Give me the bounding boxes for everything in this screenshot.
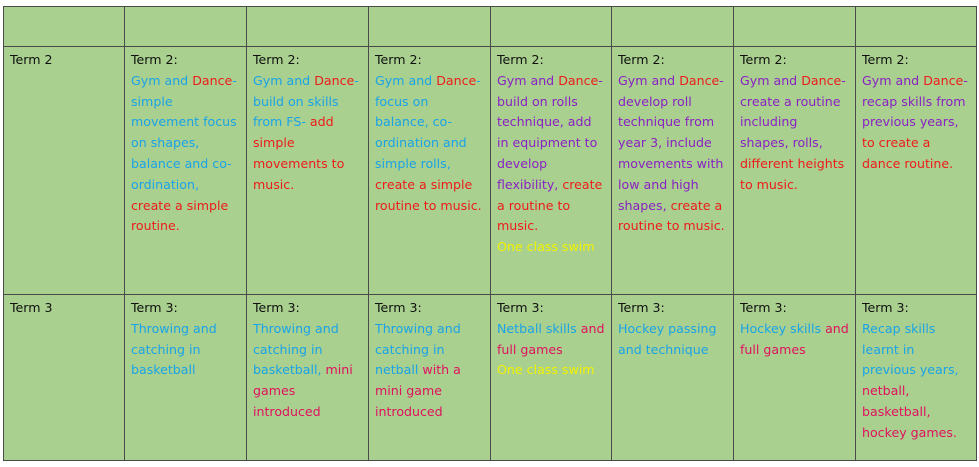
cell-text-segment: to create a dance routine.	[862, 135, 954, 171]
cell-text-segment: with a mini game introduced	[375, 362, 461, 419]
cell-title: Term 2:	[618, 52, 665, 67]
cell-text-segment: Gym and	[862, 72, 924, 88]
term-row	[4, 47, 977, 295]
cell-text-segment: -recap skills from previous years,	[862, 72, 968, 130]
cell-text-segment: create a routine to music.	[497, 176, 603, 234]
header-cell	[4, 7, 125, 47]
header-row	[4, 7, 977, 47]
term-label-cell: Term 2	[4, 47, 125, 295]
year-cell	[247, 295, 369, 461]
cell-text-segment: Throwing and catching in netball	[375, 320, 461, 378]
cell-text-segment: Netball skills	[497, 320, 581, 336]
cell-title: Term 2:	[497, 52, 544, 67]
cell-text-segment: create a routine to music.	[618, 197, 725, 234]
year-cell	[491, 295, 612, 461]
header-cell	[734, 7, 856, 47]
cell-text-segment: create a simple routine to music.	[375, 176, 482, 213]
cell-text-segment: Gym and	[497, 72, 559, 88]
year-cell	[612, 47, 734, 295]
cell-text-segment: Dance	[192, 72, 233, 88]
term-row	[4, 295, 977, 461]
cell-text-segment: One class swim	[497, 362, 595, 378]
cell-title: Term 2:	[740, 52, 787, 67]
year-cell	[612, 295, 734, 461]
cell-text-segment: and full games	[497, 320, 605, 357]
cell-title: Term 2:	[862, 52, 909, 67]
cell-text-segment: Throwing and catching in basketball,	[253, 320, 339, 378]
cell-text-segment: Dance	[314, 72, 355, 88]
header-cell	[247, 7, 369, 47]
cell-title: Term 3:	[131, 300, 178, 315]
header-cell	[612, 7, 734, 47]
cell-title: Term 3:	[497, 300, 544, 315]
cell-title: Term 2:	[253, 52, 300, 67]
cell-text-segment: Gym and	[740, 72, 802, 88]
cell-text-segment: Recap skills learnt in previous years,	[862, 320, 959, 378]
cell-text-segment: Dance	[679, 72, 720, 88]
pe-curriculum-table	[3, 6, 977, 461]
year-cell	[369, 295, 491, 461]
cell-text-segment: -build on skills from FS-	[253, 72, 359, 130]
cell-text-segment: One class swim	[497, 239, 595, 255]
cell-title: Term 3:	[253, 300, 300, 315]
header-cell	[125, 7, 247, 47]
cell-text-segment: -create a routine including shapes, rolls,	[740, 72, 846, 151]
year-cell	[856, 295, 977, 461]
cell-text-segment: add simple movements to music.	[253, 114, 345, 192]
term-label-cell: Term 3	[4, 295, 125, 461]
cell-title: Term 3:	[618, 300, 665, 315]
cell-text-segment: -develop roll technique from year 3, include movements with low and high shapes,	[618, 72, 724, 213]
cell-text-segment: and full games	[740, 320, 849, 357]
year-cell	[247, 47, 369, 295]
year-cell	[734, 295, 856, 461]
year-cell	[734, 47, 856, 295]
cell-title: Term 3:	[862, 300, 909, 315]
cell-text-segment: different heights to music.	[740, 155, 845, 192]
cell-text-segment: Gym and	[131, 72, 193, 88]
cell-text-segment: Dance	[558, 72, 599, 88]
cell-text-segment: Dance	[923, 72, 964, 88]
cell-text-segment: Gym and	[618, 72, 680, 88]
cell-text-segment: -simple movement focus on shapes, balance and co-ordination,	[131, 72, 237, 192]
cell-text-segment: Gym and	[375, 72, 437, 88]
header-cell	[491, 7, 612, 47]
cell-text-segment: Hockey passing and technique	[618, 320, 717, 357]
cell-text-segment: -build on rolls technique, add in equipment to develop flexibility,	[497, 72, 603, 192]
cell-title: Term 2:	[375, 52, 422, 67]
header-cell	[369, 7, 491, 47]
year-cell	[369, 47, 491, 295]
cell-title: Term 3:	[740, 300, 787, 315]
cell-title: Term 3:	[375, 300, 422, 315]
cell-text-segment: Dance	[801, 72, 842, 88]
year-cell	[125, 47, 247, 295]
cell-text-segment: -focus on balance, co-ordination and simple rolls,	[375, 72, 481, 171]
cell-text-segment: Hockey skills	[740, 320, 826, 336]
year-cell	[491, 47, 612, 295]
year-cell	[125, 295, 247, 461]
year-cell	[856, 47, 977, 295]
cell-text-segment: Gym and	[253, 72, 315, 88]
cell-text-segment: mini games introduced	[253, 362, 353, 419]
cell-text-segment: Dance	[436, 72, 477, 88]
header-cell	[856, 7, 977, 47]
cell-title: Term 2:	[131, 52, 178, 67]
cell-text-segment: Throwing and catching in basketball	[131, 320, 217, 378]
cell-text-segment: netball, basketball, hockey games.	[862, 383, 957, 440]
cell-text-segment: create a simple routine.	[131, 197, 229, 234]
